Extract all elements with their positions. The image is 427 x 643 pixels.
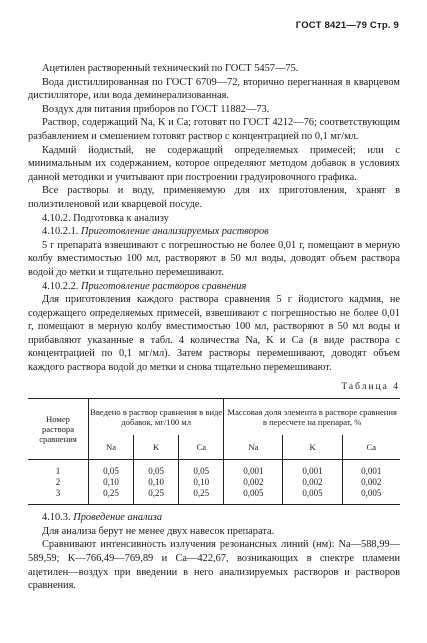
page-header: ГОСТ 8421—79 Стр. 9 <box>295 20 399 31</box>
table-cell: 0,002 <box>224 477 283 488</box>
table-cell: 0,001 <box>283 460 342 478</box>
table-cell: 0,05 <box>134 460 179 478</box>
table-cell: 0,05 <box>179 460 224 478</box>
table-cell: 0,25 <box>134 488 179 505</box>
table-cell: 0,25 <box>179 488 224 505</box>
table-cell: 0,002 <box>342 477 400 488</box>
paragraph: Кадмий йодистый, не содержащий определяемых примесей; или с минимальным их содержанием, которое определяют методом добавок в условиях данной методики и учитывают при построении градуировочного графика. <box>28 144 400 183</box>
table-caption: Таблица 4 <box>341 381 400 392</box>
table-cell: 0,005 <box>224 488 283 505</box>
table-cell: 1 <box>55 466 61 477</box>
paragraph: Сравнивают интенсивность излучения резонансных линий (нм): Na—588,99—589,59; K—766,49—769,89 и Ca—422,67, возникающих в спектре пламени ацетилен—воздух при введении в него анализируемых растворов и растворов сравнения. <box>28 539 400 592</box>
subcolumn-header: Ca <box>179 435 224 460</box>
table-cell: 0,005 <box>283 488 342 505</box>
section-heading-text: 4.10.2. Подготовка к анализу <box>42 212 169 224</box>
subsection-number: 4.10.3. <box>42 512 71 524</box>
table-cell: 0,10 <box>89 477 134 488</box>
paragraph: 5 г препарата взвешивают с погрешностью не более 0,01 г, помещают в мерную колбу вместимостью 100 мл, растворяют в 50 мл воды, доводят объем раствора водой до метки и тщательно перемешивают. <box>28 239 400 278</box>
subsection-heading <box>28 280 400 294</box>
paragraph: Для приготовления каждого раствора сравнения 5 г йодистого кадмия, не содержащего определяемых примесей, взвешивают с погрешностью не более 0,01 г, помещают в мерную колбу вместимостью 100 мл, растворяют в 50 мл воды и прибавляют указанные в табл. 4 количества Na, K и Ca (в виде раствора с концентрацией по 0,1 мг/мл). Затем растворы перемешивают, доводят объем каждого раствора водой до метки и снова тщательно перемешивают. <box>28 294 400 374</box>
subcolumn-header: K <box>283 435 342 460</box>
subsection-number: 4.10.2.2. <box>42 280 79 292</box>
column-group-header: Массовая доля элемента в растворе сравнения в пересчете на препарат, % <box>224 399 400 436</box>
table-cell: 0,10 <box>134 477 179 488</box>
paragraph: Раствор, содержащий Na, K и Ca; готовят по ГОСТ 4212—76; соответствующим разбавлением и смешением готовят раствор с концентрацией по 0,1 мг/мл. <box>28 117 400 142</box>
table-row <box>28 477 400 488</box>
table-cell: 0,25 <box>89 488 134 505</box>
paragraph: Все растворы и воду, применяемую для их приготовления, хранят в полиэтиленовой или кварцевой посуде. <box>28 185 400 210</box>
subsection-heading <box>28 225 400 239</box>
subcolumn-header: Na <box>224 435 283 460</box>
table-cell: 0,002 <box>283 477 342 488</box>
subsection-number: 4.10.2.1. <box>42 226 79 238</box>
subsection-heading <box>28 511 400 525</box>
subcolumn-header: Ca <box>342 435 400 460</box>
paragraph: Вода дистиллированная по ГОСТ 6709—72, вторично перегнанная в кварцевом дистилляторе, или вода деминерализованная. <box>28 76 400 102</box>
section-heading <box>28 212 400 226</box>
table-cell: 0,001 <box>342 460 400 478</box>
table-cell: 0,005 <box>342 488 400 505</box>
table-cell: 3 <box>28 488 89 505</box>
subsection-title: Приготовление растворов сравнения <box>80 280 247 292</box>
table-row <box>28 488 400 505</box>
paragraph: Воздух для питания приборов по ГОСТ 11882—73. <box>42 103 270 115</box>
table-cell: 0,10 <box>179 477 224 488</box>
table-row <box>28 460 400 478</box>
paragraph: Для анализа берут не менее двух навесок препарата. <box>42 525 275 537</box>
subsection-title: Проведение анализа <box>73 512 163 524</box>
data-table <box>28 398 400 505</box>
table-cell: 2 <box>55 477 61 488</box>
table-cell: 0,001 <box>224 460 283 478</box>
document-body <box>28 62 400 593</box>
subcolumn-header: K <box>134 435 179 460</box>
column-header: Номер раствора сравнения <box>28 399 89 460</box>
subsection-title: Приготовление анализируемых растворов <box>80 226 269 238</box>
column-group-header: Введено в раствор сравнения в виде добавок, мг/100 мл <box>89 399 224 436</box>
table-cell: 0,05 <box>89 460 134 478</box>
paragraph: Ацетилен растворенный технический по ГОСТ 5457—75. <box>42 63 299 74</box>
subcolumn-header: Na <box>89 435 134 460</box>
